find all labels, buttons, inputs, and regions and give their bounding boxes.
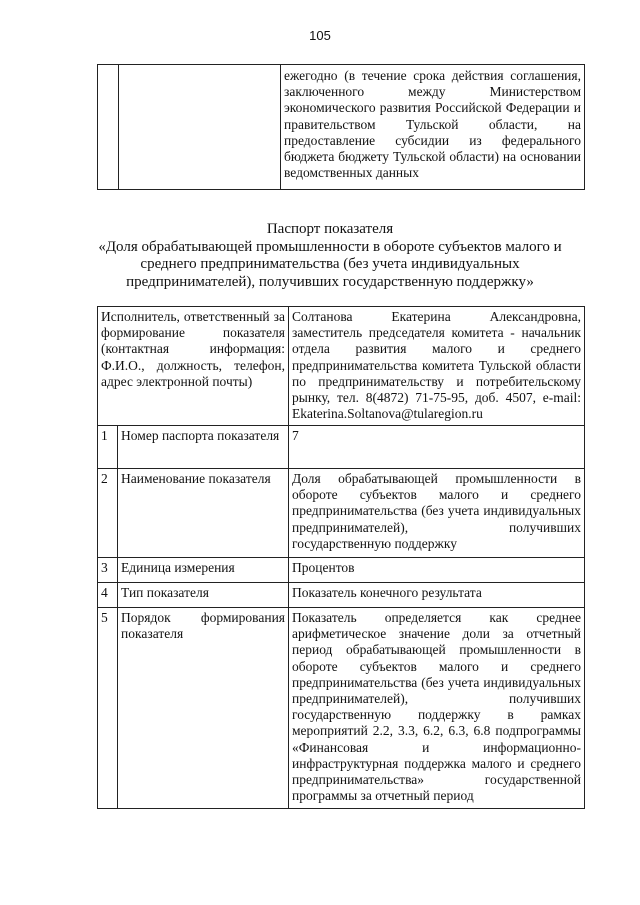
row-label: Тип показателя: [118, 583, 289, 608]
row-number: 2: [98, 469, 118, 558]
continuation-table: [97, 64, 585, 190]
page-number: 105: [309, 28, 331, 43]
passport-table: [97, 306, 585, 809]
table-row: [98, 469, 585, 558]
table-row: [98, 65, 585, 190]
executor-label: Исполнитель, ответственный за формирование показателя (контактная информация: Ф.И.О., должность, телефон, адрес электронной почты): [98, 307, 289, 426]
table-row: [98, 426, 585, 469]
row-value: 7: [289, 426, 585, 469]
row-number: 5: [98, 608, 118, 809]
passport-heading: [80, 221, 580, 291]
table-row: [98, 558, 585, 583]
row-number: 3: [98, 558, 118, 583]
row-label: Порядок формирования показателя: [118, 608, 289, 809]
executor-value: Солтанова Екатерина Александровна, заместитель председателя комитета - начальник отдела развития малого и среднего предпринимательства комитета Тульской области по предпринимательству и потребительскому рынку, тел. 8(4872) 71-75-95, доб. 4507, e-mail: Ekaterina.Soltanova@tularegion.ru: [289, 307, 585, 426]
row-value: Доля обрабатывающей промышленности в обороте субъектов малого и среднего предпринимательства (без учета индивидуальных предпринимателей), получивших государственную поддержку: [289, 469, 585, 558]
row-value: Процентов: [289, 558, 585, 583]
heading-line: среднего предпринимательства (без учета индивидуальных: [140, 256, 520, 272]
empty-cell: [119, 65, 281, 190]
heading-line: предпринимателей), получивших государственную поддержку»: [126, 273, 534, 290]
row-label: Единица измерения: [118, 558, 289, 583]
heading-line: «Доля обрабатывающей промышленности в обороте субъектов малого и: [98, 238, 562, 255]
row-number: 4: [98, 583, 118, 608]
row-label: Номер паспорта показателя: [118, 426, 289, 469]
heading-title: Паспорт показателя: [266, 221, 394, 237]
table-row: [98, 608, 585, 809]
row-value: Показатель конечного результата: [289, 583, 585, 608]
continuation-text: ежегодно (в течение срока действия соглашения, заключенного между Министерством экономического развития Российской Федерации и правительством Тульской области, на предоставление субсидии из федерального бюджета бюджету Тульской области) на основании ведомственных данных: [281, 65, 585, 190]
empty-cell: [98, 65, 119, 190]
row-number: 1: [98, 426, 118, 469]
table-row: [98, 583, 585, 608]
table-row: [98, 307, 585, 426]
row-label: Наименование показателя: [118, 469, 289, 558]
row-value: Показатель определяется как среднее арифметическое значение доли за отчетный период обрабатывающей промышленности в обороте субъектов малого и среднего предпринимательства (без учета индивидуальных предпринимателей), получивших государственную поддержку в рамках мероприятий 2.2, 3.3, 6.2, 6.3, 6.8 подпрограммы «Финансовая и информационно-инфраструктурная поддержка малого и среднего предпринимательства» государственной программы за отчетный период: [289, 608, 585, 809]
